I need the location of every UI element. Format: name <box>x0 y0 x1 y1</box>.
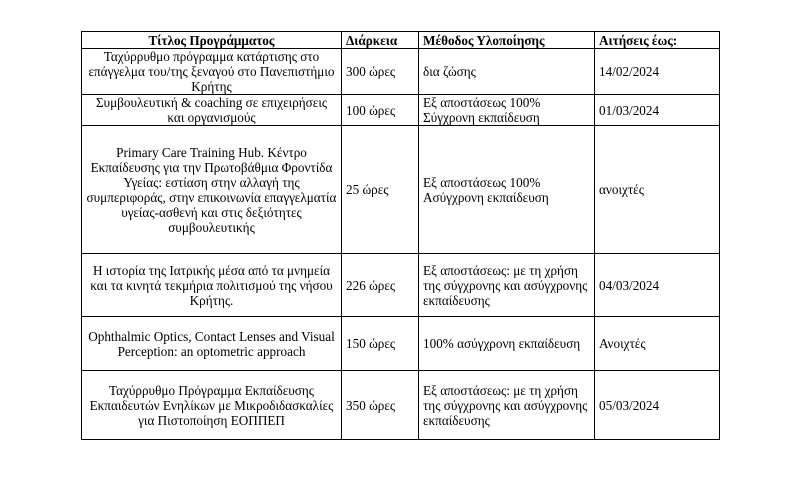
program-duration: 25 ώρες <box>342 126 419 254</box>
program-method: Εξ αποστάσεως: με τη χρήση της σύγχρονης και ασύγχρονης εκπαίδευσης <box>419 254 595 317</box>
program-title: Ταχύρρυθμο πρόγραμμα κατάρτισης στο επάγγελμα του/της ξεναγού στο Πανεπιστήμιο Κρήτης <box>82 49 342 95</box>
program-deadline: ανοιχτές <box>595 126 720 254</box>
program-deadline: 01/03/2024 <box>595 95 720 126</box>
table-row <box>82 317 720 371</box>
programs-table <box>81 31 720 440</box>
program-method: δια ζώσης <box>419 49 595 95</box>
program-method: Εξ αποστάσεως 100% Σύγχρονη εκπαίδευση <box>419 95 595 126</box>
program-duration: 300 ώρες <box>342 49 419 95</box>
program-title: Primary Care Training Hub. Κέντρο Εκπαίδευσης για την Πρωτοβάθμια Φροντίδα Υγείας: εστίαση στην αλλαγή της συμπεριφοράς, στην επικοινωνία επαγγελματία υγείας-ασθενή και στις δεξιότητες συμβουλευτικής <box>82 126 342 254</box>
table-row <box>82 254 720 317</box>
program-duration: 100 ώρες <box>342 95 419 126</box>
header-duration: Διάρκεια <box>342 32 419 49</box>
program-title: Συμβουλευτική & coaching σε επιχειρήσεις και οργανισμούς <box>82 95 342 126</box>
table-header-row <box>82 32 720 49</box>
header-method: Μέθοδος Υλοποίησης <box>419 32 595 49</box>
program-title: Η ιστορία της Ιατρικής μέσα από τα μνημεία και τα κινητά τεκμήρια πολιτισμού της νήσου Κρήτης. <box>82 254 342 317</box>
program-method: Εξ αποστάσεως: με τη χρήση της σύγχρονης και ασύγχρονης εκπαίδευσης <box>419 371 595 440</box>
program-duration: 350 ώρες <box>342 371 419 440</box>
table-row <box>82 95 720 126</box>
program-method: 100% ασύγχρονη εκπαίδευση <box>419 317 595 371</box>
header-title: Τίτλος Προγράμματος <box>82 32 342 49</box>
table-row <box>82 371 720 440</box>
program-deadline: Ανοιχτές <box>595 317 720 371</box>
program-deadline: 05/03/2024 <box>595 371 720 440</box>
program-title: Ophthalmic Optics, Contact Lenses and Visual Perception: an optometric approach <box>82 317 342 371</box>
program-duration: 226 ώρες <box>342 254 419 317</box>
program-deadline: 14/02/2024 <box>595 49 720 95</box>
program-deadline: 04/03/2024 <box>595 254 720 317</box>
header-deadline: Αιτήσεις έως: <box>595 32 720 49</box>
table-row <box>82 126 720 254</box>
program-title: Ταχύρρυθμο Πρόγραμμα Εκπαίδευσης Εκπαιδευτών Ενηλίκων με Μικροδιδασκαλίες για Πιστοποίηση ΕΟΠΠΕΠ <box>82 371 342 440</box>
program-duration: 150 ώρες <box>342 317 419 371</box>
program-method: Εξ αποστάσεως 100% Ασύγχρονη εκπαίδευση <box>419 126 595 254</box>
table-row <box>82 49 720 95</box>
